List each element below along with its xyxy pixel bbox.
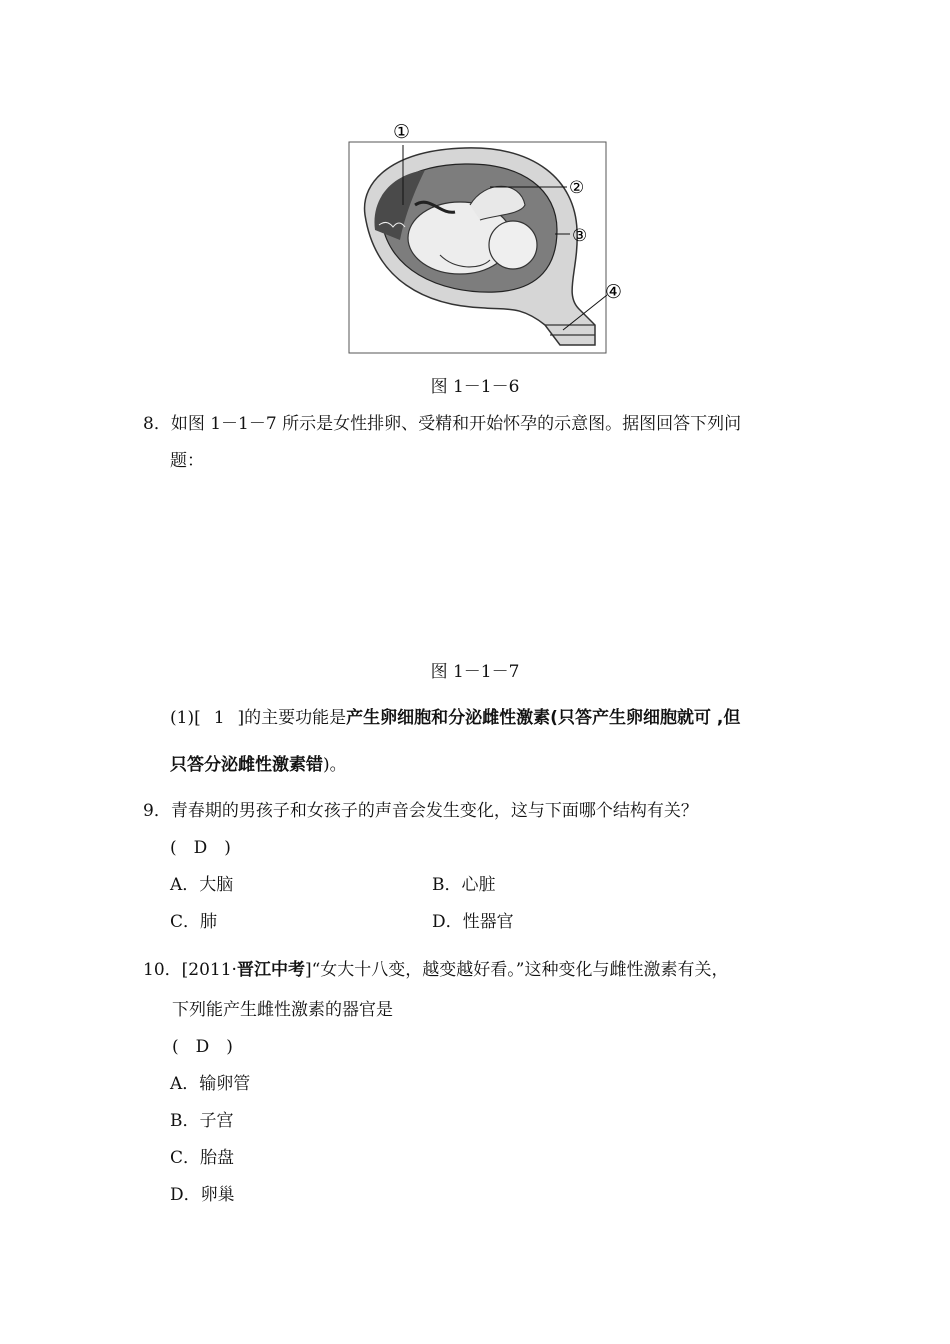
q10-text-2: 下列能产生雌性激素的器官是 (172, 1000, 393, 1020)
q9-text: 青春期的男孩子和女孩子的声音会发生变化，这与下面哪个结构有关？ (170, 801, 698, 821)
q9-line1 (143, 796, 698, 821)
q9-answer: ( D ) (170, 838, 231, 858)
q8-sub1-line2 (170, 750, 347, 775)
q9-option-d: D．性器官 (432, 912, 514, 932)
q8-text-2: 题： (170, 451, 204, 471)
q8-number: 8． (143, 414, 171, 434)
q8-sub1-mid: ]的主要功能是 (237, 708, 347, 728)
label-2: ② (569, 178, 585, 198)
q10-source-name: 晋江中考 (236, 960, 305, 980)
q8-sub1-answer-2: 只答分泌雌性激素错 (170, 755, 323, 775)
figure1-caption: 图 1－1－6 (430, 377, 520, 397)
q10-line1 (143, 955, 728, 980)
q10-option-c: C．胎盘 (170, 1148, 235, 1168)
q9-option-b: B．心脏 (432, 875, 496, 895)
q8-line1 (143, 409, 741, 434)
q10-option-d: D．卵巢 (170, 1185, 235, 1205)
figure2-caption: 图 1－1－7 (430, 662, 520, 682)
q8-sub1-answer-1: 产生卵细胞和分泌雌性激素(只答产生卵细胞就可 ,但 (346, 708, 741, 728)
q10-source-close: ] (304, 960, 312, 980)
q8-sub1-prefix: (1)[ (170, 708, 201, 728)
q10-option-a: A．输卵管 (170, 1074, 251, 1094)
label-1: ① (393, 121, 411, 143)
fetus-diagram-svg (345, 120, 625, 360)
q8-sub1-suffix: )。 (323, 755, 347, 775)
q10-answer: ( D ) (172, 1037, 233, 1057)
q10-source-open: [2011· (181, 960, 237, 980)
q10-option-b: B．子宫 (170, 1111, 234, 1131)
q9-option-a: A．大脑 (170, 875, 234, 895)
q9-option-c: C．肺 (170, 912, 218, 932)
q10-number: 10． (143, 960, 182, 980)
q8-text-1: 如图 1－1－7 所示是女性排卵、受精和开始怀孕的示意图。据图回答下列问 (170, 414, 742, 434)
q8-sub1-blank: 1 (213, 708, 225, 728)
label-3: ③ (572, 226, 588, 246)
label-4: ④ (605, 281, 623, 303)
q8-sub1-line1 (170, 703, 740, 728)
fetus-diagram (345, 120, 625, 360)
fetus-head (489, 221, 537, 269)
q9-number: 9． (143, 801, 171, 821)
q10-text-1: “女大十八变，越变越好看。”这种变化与雌性激素有关， (311, 960, 729, 980)
